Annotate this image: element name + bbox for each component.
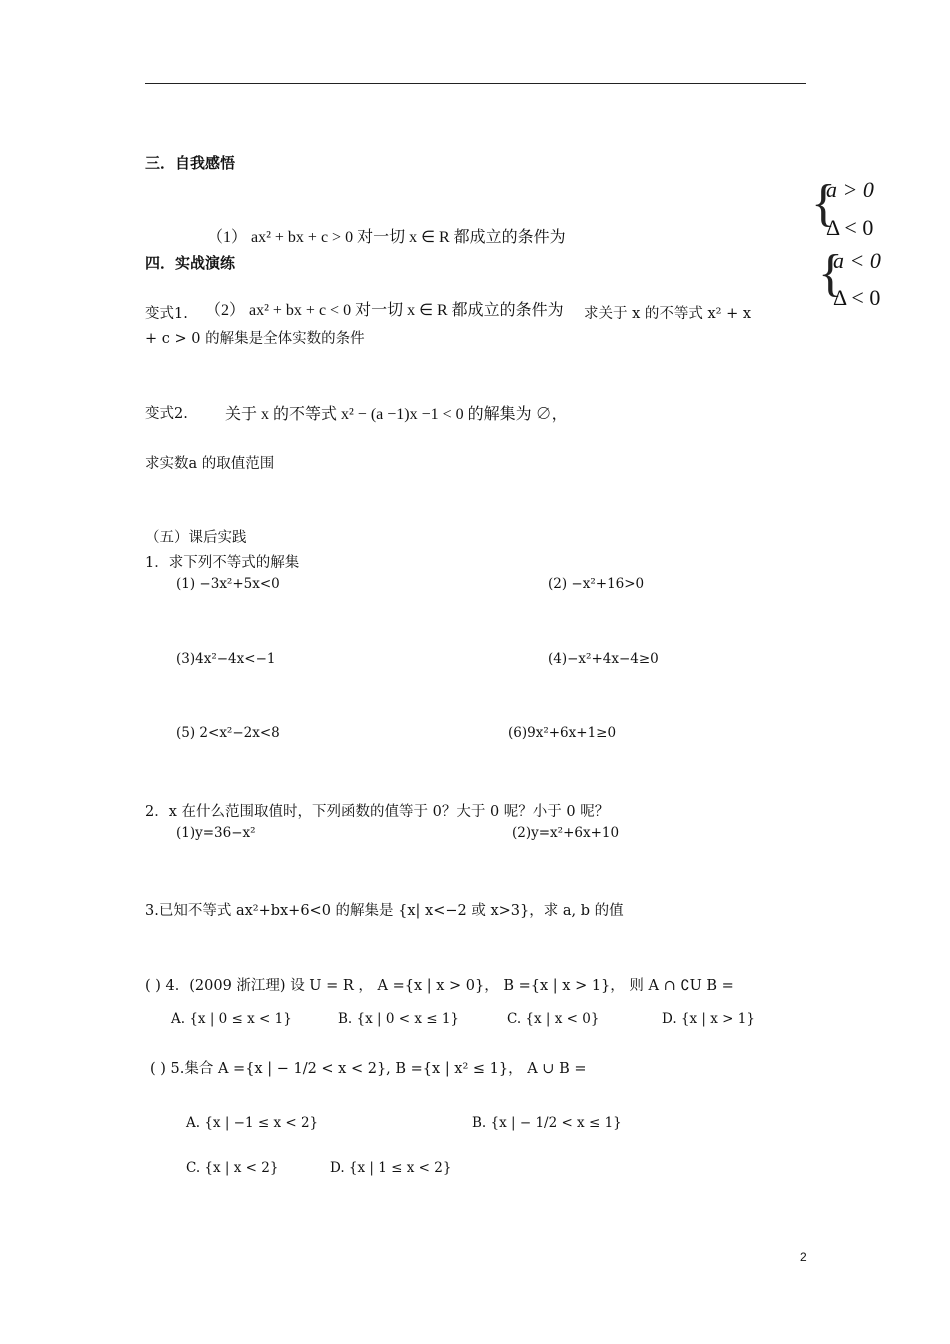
inequality-3: (3)4x²−4x<−1: [176, 651, 276, 667]
variant-1-label: 变式1.: [145, 306, 188, 322]
inequality-5: (5) 2<x²−2x<8: [176, 725, 280, 741]
brace-2: {: [818, 245, 843, 302]
variant-1-question-b: + c > 0 的解集是全体实数的条件: [145, 331, 365, 347]
variant-2-sub: 求实数a 的取值范围: [145, 456, 275, 472]
function-2: (2)y=x²+6x+10: [512, 825, 620, 841]
section-4-title: 四．实战演练: [145, 254, 236, 272]
inequality-2: (2) −x²+16>0: [548, 576, 645, 592]
function-1: (1)y=36−x²: [176, 825, 256, 841]
question-4-option-c: C. {x | x < 0}: [507, 1011, 600, 1027]
question-5-option-d: D. {x | 1 ≤ x < 2}: [330, 1160, 452, 1176]
question-4-option-b: B. {x | 0 < x ≤ 1}: [338, 1011, 460, 1027]
condition-2-text: （2） ax² + bx + c < 0 对一切 x ∈ R 都成立的条件为: [205, 302, 564, 319]
condition-1-line1: a > 0: [826, 177, 874, 202]
practice-question-1: 1．求下列不等式的解集: [145, 555, 300, 571]
question-4-option-d: D. {x | x > 1}: [662, 1011, 755, 1027]
header-rule: [145, 83, 806, 84]
condition-2-line2: Δ < 0: [833, 285, 881, 310]
condition-2-line1: a < 0: [833, 248, 881, 273]
variant-1-question-a: 求关于 x 的不等式 x² + x: [584, 306, 752, 322]
inequality-4: (4)−x²+4x−4≥0: [548, 651, 659, 667]
question-5-stem: ( ) 5.集合 A ={x | − 1/2 < x < 2}, B ={x | x² ≤ 1}， A ∪ B =: [150, 1061, 587, 1077]
page-number: 2: [800, 1250, 807, 1264]
question-5-option-c: C. {x | x < 2}: [186, 1160, 279, 1176]
inequality-6: (6)9x²+6x+1≥0: [508, 725, 617, 741]
question-4-stem: ( ) 4．(2009 浙江理) 设 U = R ， A ={x | x > 0}， B ={x | x > 1}， 则 A ∩ ∁U B =: [145, 978, 734, 994]
practice-question-3: 3.已知不等式 ax²+bx+6<0 的解集是 {x| x<−2 或 x>3}，求 a, b 的值: [145, 903, 624, 919]
variant-2-label: 变式2.: [145, 406, 188, 422]
practice-title: （五）课后实践: [145, 530, 247, 546]
section-3-title: 三．自我感悟: [145, 154, 236, 172]
practice-question-2: 2．x 在什么范围取值时，下列函数的值等于 0？大于 0 呢？小于 0 呢？: [145, 804, 610, 820]
question-5-option-a: A. {x | −1 ≤ x < 2}: [186, 1115, 319, 1131]
condition-1-text: （1） ax² + bx + c > 0 对一切 x ∈ R 都成立的条件为: [207, 229, 566, 246]
variant-2-text: 关于 x 的不等式 x² − (a −1)x −1 < 0 的解集为 ∅，: [225, 406, 568, 423]
question-4-option-a: A. {x | 0 ≤ x < 1}: [171, 1011, 292, 1027]
condition-1-line2: Δ < 0: [826, 215, 874, 240]
inequality-1: (1) −3x²+5x<0: [176, 576, 280, 592]
question-5-option-b: B. {x | − 1/2 < x ≤ 1}: [472, 1115, 622, 1131]
brace-1: {: [811, 175, 836, 232]
